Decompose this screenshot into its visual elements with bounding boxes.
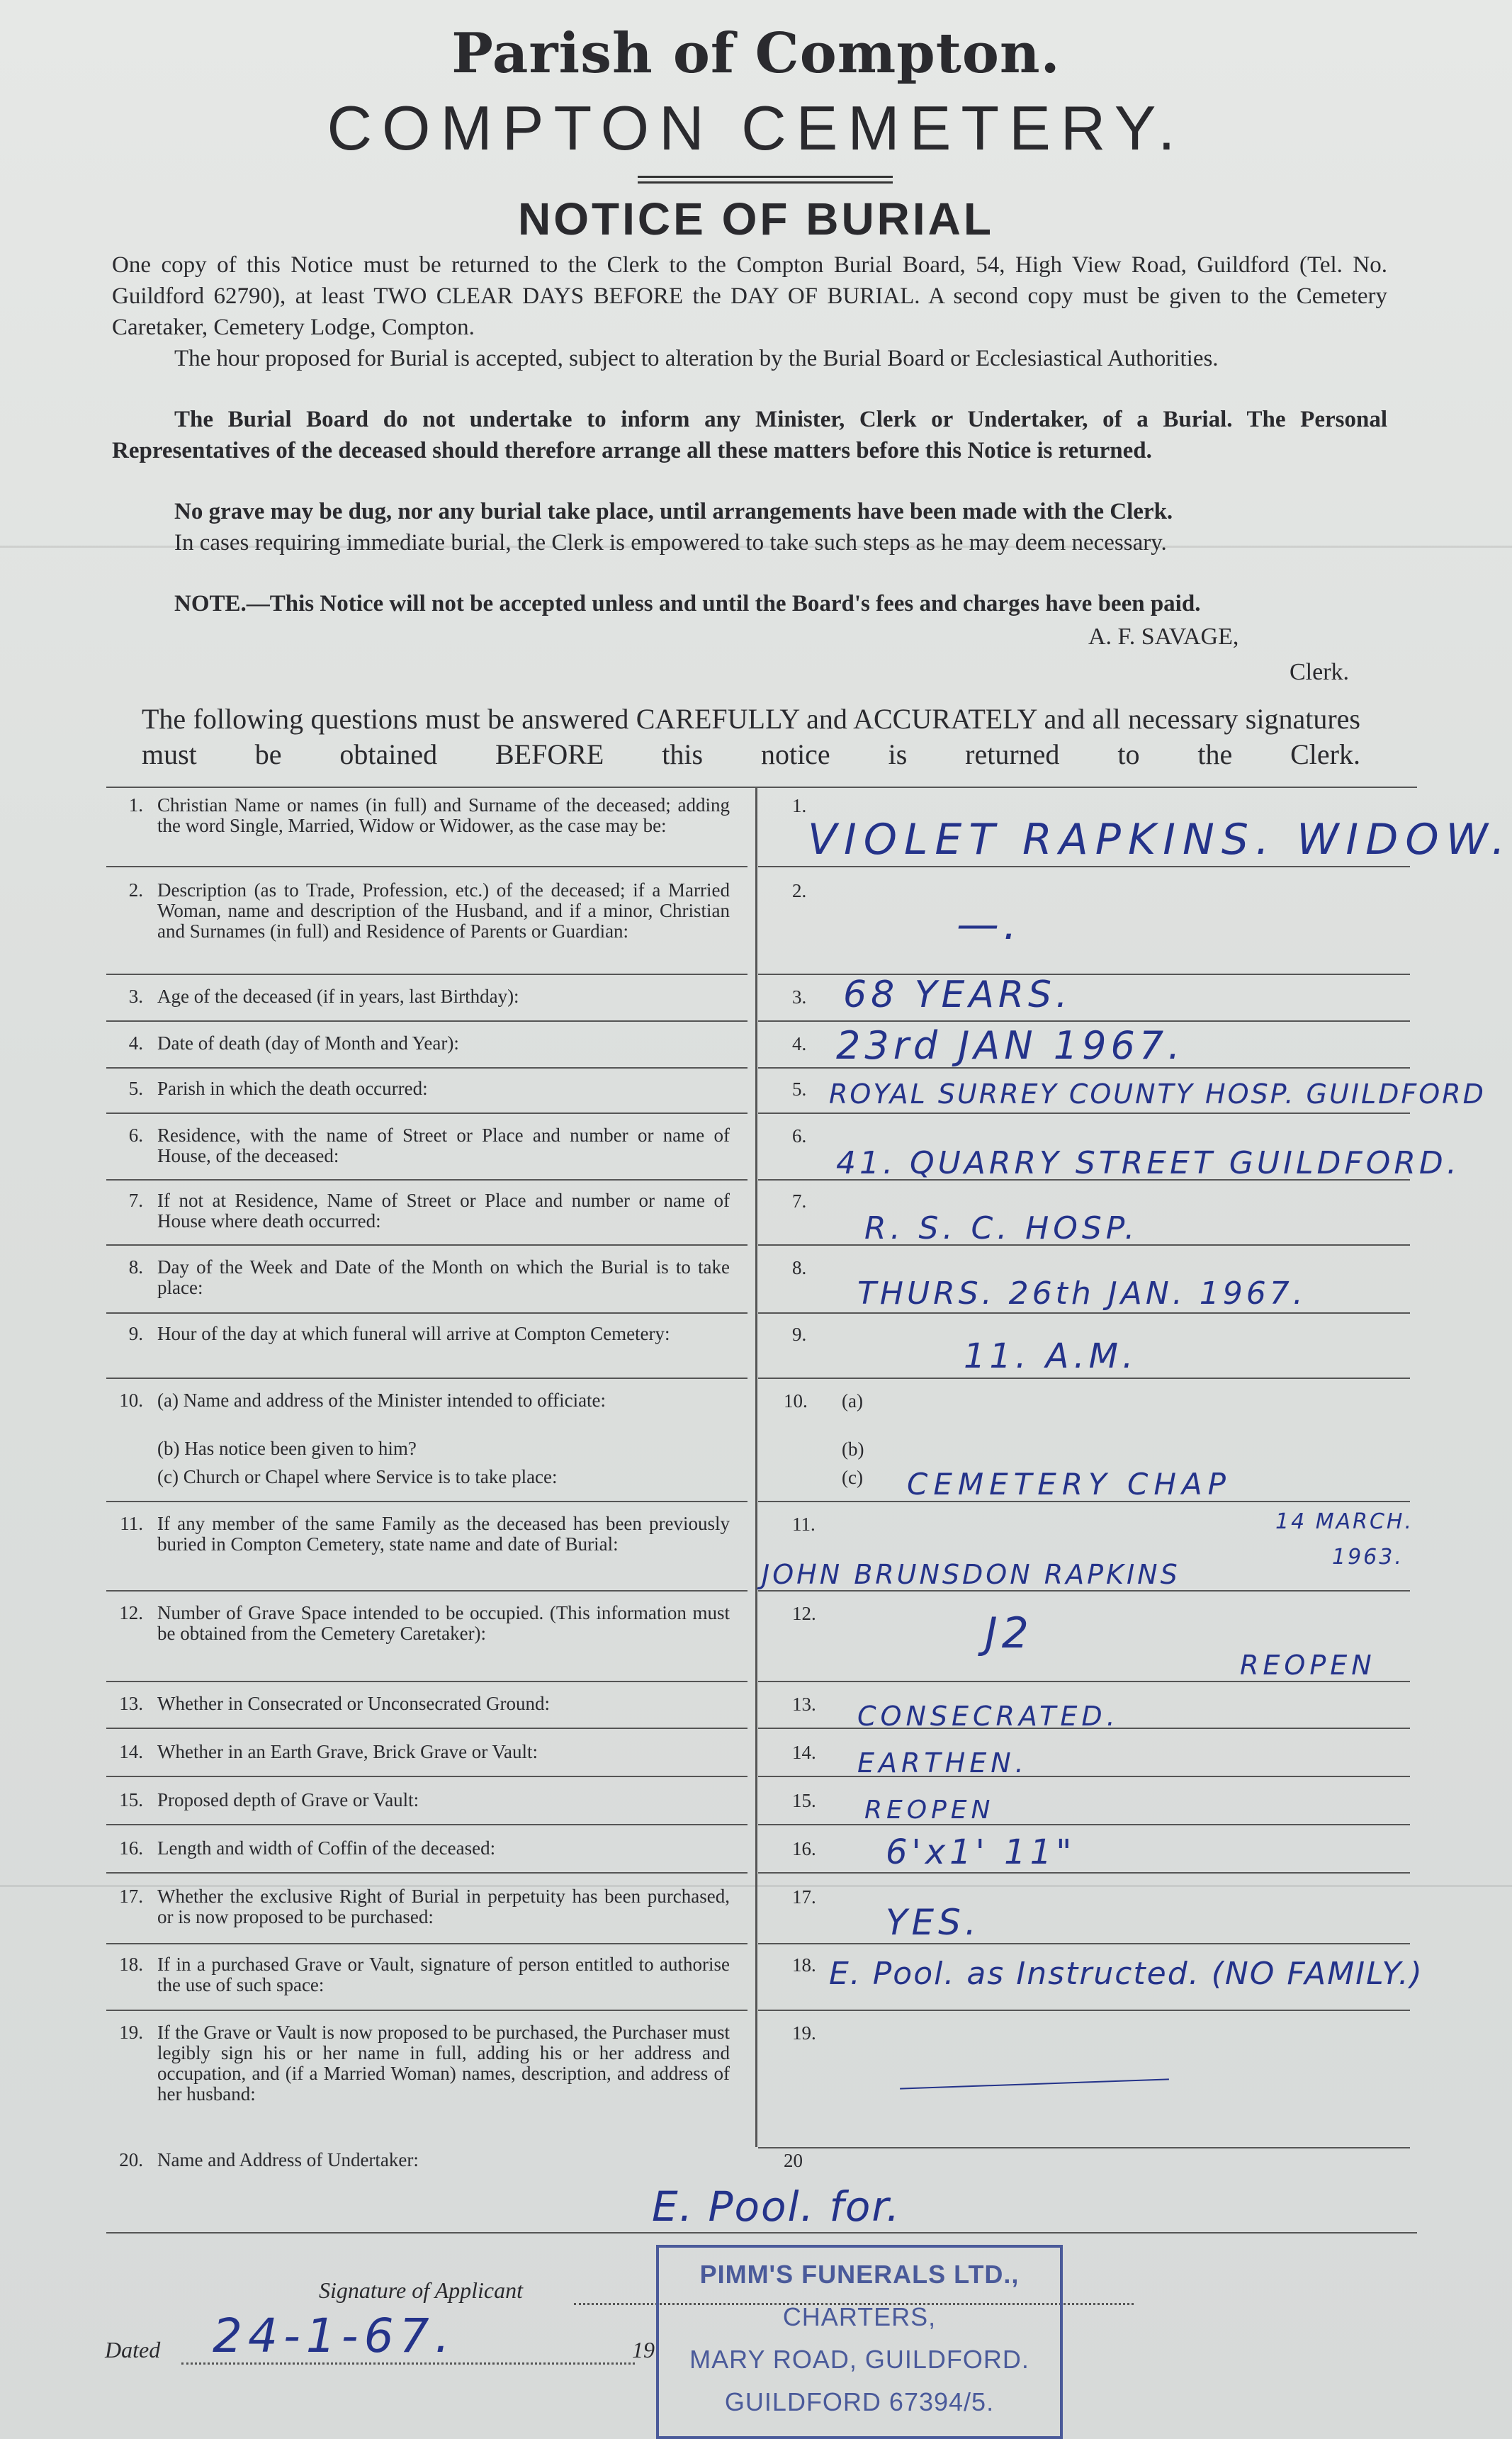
answer-number: 8.: [792, 1257, 807, 1278]
row-rule: [106, 1872, 747, 1874]
answer-rule: [758, 1943, 1410, 1944]
answer-number: 1.: [792, 795, 807, 816]
answer-rule: [758, 1872, 1410, 1874]
answer-5-parish: ROYAL SURREY COUNTY HOSP. GUILDFORD: [829, 1078, 1486, 1110]
stamp-company: PIMM'S FUNERALS LTD.,: [699, 2260, 1020, 2289]
answer-4-date-of-death: 23rd JAN 1967.: [836, 1023, 1185, 1068]
title-divider: [638, 176, 893, 178]
row-rule: [106, 866, 747, 867]
instruction-board: The Burial Board do not undertake to inform any Minister, Clerk or Undertaker, of a Burial. The Personal Representatives of the deceased should therefore arrange all these matters before this Notice is returned.: [112, 407, 1387, 463]
row-rule: [106, 1067, 747, 1069]
answer-rule: [758, 1590, 1410, 1592]
answer-9-hour: 11. A.M.: [964, 1336, 1138, 1376]
dated-label: Dated: [105, 2337, 161, 2362]
answer-number: 20: [784, 2150, 803, 2171]
title-divider: [638, 181, 893, 184]
answer-20-undertaker-signature: E. Pool. for.: [652, 2182, 901, 2231]
answer-15-depth: REOPEN: [864, 1796, 995, 1825]
answer-11-burial-date: 14 MARCH.: [1275, 1509, 1414, 1534]
row-rule: [106, 1378, 747, 1379]
row-rule: [106, 1681, 747, 1682]
answer-rule: [758, 2147, 1410, 2148]
answer-19-dash: [900, 2078, 1169, 2089]
answer-number: 5.: [792, 1078, 807, 1100]
answer-number: 12.: [792, 1603, 816, 1624]
answer-13-ground: CONSECRATED.: [857, 1701, 1119, 1732]
instruction-no-grave: No grave may be dug, nor any burial take place, until arrangements have been made with the Clerk.: [174, 499, 1173, 524]
notice-title: NOTICE OF BURIAL: [518, 193, 994, 244]
row-rule: [106, 1179, 747, 1181]
answer-number: 16.: [792, 1838, 816, 1859]
column-divider: [755, 787, 757, 2147]
answer-rule: [758, 866, 1410, 867]
answer-18-authorised-signature: E. Pool. as Instructed. (NO FAMILY.): [829, 1956, 1423, 1992]
year-prefix: 19: [632, 2337, 655, 2362]
answer-rule: [758, 2010, 1410, 2011]
answer-number: 14.: [792, 1742, 816, 1763]
burial-notice-sheet: Parish of Compton. COMPTON CEMETERY. NOTICE OF BURIAL One copy of this Notice must be returned to the Clerk to the Compton Burial Board, 54, High View Road, Guildford (Tel. No. Guildford 62790), at least TWO CLEAR DAYS BEFORE the DAY OF BURIAL. A second copy must be given to the Cemetery Caretaker, Cemetery Lodge, Compton. The hour proposed for Burial is accepted, subject to alteration by the Burial Board or Ecclesiastical Authorities. The Burial Board do not undertake to inform any Minister, Clerk or Undertaker, of a Burial. The Personal Representatives of the deceased should therefore arrange all these matters before this Notice is returned. No grave may be dug, nor any burial take place, until arrangements have been made with the Clerk. In cases requiring immediate burial, the Clerk is empowered to take such steps as he may deem necessary. NOTE.—This Notice will not be accepted unless and until the Board's fees and charges have been paid. A. F. SAVAGE, Clerk. The following questions must be answered CAREFULLY and ACCURATELY and all necessary signatures must be obtained BEFORE this notice is returned to the Clerk. 1. Christian Name or names (in full) and Surname of the deceased; adding the word Single, Married, Widow or Widower, as the case may be: 2. Description (as to Trade, Profession, etc.) of the deceased; if a Married Woman, name and description of the Husband, and if a minor, Christian and Surnames (in full) and Residence of Parents or Guardian: 3. Age of the deceased (if in years, last Birthday): 4. Date of death (day of Month and Year): 5. Parish in which the death occurred: 6. Residence, with the name of Street or Place and number or name of House, of the deceased: 7. If not at Residence, Name of Street or Place and number or name of House where death occurred: 8. Day of the Week and Date of the Month on which the Burial is to take place: 9. Hour of the day at which funeral will arrive at Compton Cemetery: 10. (a) Name and address of the Minister intended to officiate: (b) Has notice been given to him? (c) Church or Chapel where Service is to take place: 11. If any member of the same Family as the deceased has been previously buried in Compton Cemetery, state name and date of Burial: 12. Number of Grave Space intended to be occupied. (This information must be obtained from the Cemetery Caretaker): 13. Whether in Consecrated or Unconsecrated Ground: 14. Whether in an Earth Grave, Brick Grave or Vault: 15. Proposed depth of Grave or Vault: 16. Length and width of Coffin of the deceased: 17. Whether the exclusive Right of Burial in perpetuity has been purchased, or is now proposed to be purchased: 18. If in a purchased Grave or Vault, signature of person entitled to authorise the use of such space: 19. If the Grave or Vault is now proposed to be purchased, the Purchaser must legibly sign his or her name in full, adding his or her address and occupation, and (if a Married Woman) names, description, and address of her husband: 20. Name and Address of Undertaker: 1. 2. 3. 4. 5. 6. 7. 8. 9. 10. (a) (b) (c) 11. 12. 13. 14. 15. 16. 17. 18. 19. 20 VIOLET RAPKINS. WIDOW. —. 68 YEARS. 23rd JAN 1967. ROYAL SURREY COUNTY HOSP. GUILDFORD 41. QUARRY STREET GUILDFORD. R. S. C. HOSP. THURS. 26th JAN. 1967. 11. A.M. CEMETERY CHAP 14 MARCH. 1963. JOHN BRUNSDON RAPKINS J2 REOPEN CONSECRATED. EARTHEN. REOPEN 6'x1' 11" YES. E. Pool. as Instructed. (NO FAMILY.) E. Pool. for. Signature of Applicant Dated 24-1-67. 19 PIMM'S FUNERALS LTD., CHARTERS, MARY ROAD, GUILDFORD. GUILDFORD 67394/5.: [0, 0, 1512, 2439]
stamp-address: MARY ROAD, GUILDFORD.: [689, 2345, 1029, 2374]
answer-number: 2.: [792, 880, 807, 901]
answer-number: 19.: [792, 2022, 816, 2044]
row-rule: [106, 1590, 747, 1592]
answer-rule: [758, 1776, 1410, 1777]
answer-3-age: 68 YEARS.: [843, 974, 1072, 1016]
row-rule: [106, 1020, 747, 1022]
answer-rule: [758, 1824, 1410, 1825]
answer-number: 7.: [792, 1190, 807, 1212]
answer-rule: [758, 1113, 1410, 1114]
stamp-building: CHARTERS,: [782, 2302, 937, 2331]
answer-17-right-of-burial: YES.: [886, 1902, 981, 1943]
answer-rule: [758, 1312, 1410, 1314]
answer-rule: [758, 1681, 1410, 1682]
row-rule: [106, 1728, 747, 1729]
question-1: 1. Christian Name or names (in full) and Surname of the deceased; adding the word Single, Married, Widow or Widower, as the case may be:: [128, 794, 730, 836]
answer-number: 6.: [792, 1125, 807, 1147]
answer-number: 13.: [792, 1694, 816, 1715]
answer-rule: [758, 1378, 1410, 1379]
answer-1-name: VIOLET RAPKINS. WIDOW.: [808, 815, 1512, 864]
answer-number: 10.: [784, 1390, 808, 1412]
answer-14-grave-type: EARTHEN.: [857, 1747, 1028, 1779]
answer-16-coffin-size: 6'x1' 11": [886, 1832, 1076, 1872]
answer-number: 17.: [792, 1886, 816, 1908]
row-rule: [106, 1943, 747, 1944]
row-rule: [106, 2010, 747, 2011]
instruction-fees-note: NOTE.—This Notice will not be accepted unless and until the Board's fees and charges have been paid.: [174, 591, 1201, 616]
answer-12-reopen: REOPEN: [1240, 1650, 1376, 1681]
answer-number: (a): [842, 1390, 863, 1412]
answer-11-family-name: JOHN BRUNSDON RAPKINS: [762, 1559, 1180, 1590]
instruction-immediate: In cases requiring immediate burial, the Clerk is empowered to take such steps as he may deem necessary.: [174, 530, 1167, 556]
table-top-rule: [106, 787, 1417, 788]
row-rule: [106, 1244, 747, 1246]
questions-heading: The following questions must be answered CAREFULLY and ACCURATELY and all necessary signatures must be obtained BEFORE this notice is returned to the Clerk.: [142, 703, 1360, 770]
clerk-name: A. F. SAVAGE,: [1088, 624, 1239, 650]
instruction-return: One copy of this Notice must be returned to the Clerk to the Compton Burial Board, 54, High View Road, Guildford (Tel. No. Guildford 62790), at least TWO CLEAR DAYS BEFORE the DAY OF BURIAL. A second copy must be given to the Cemetery Caretaker, Cemetery Lodge, Compton.: [112, 252, 1387, 340]
row-rule: [106, 1312, 747, 1314]
answer-number: 11.: [792, 1514, 816, 1535]
row-rule: [106, 1776, 747, 1777]
signature-label: Signature of Applicant: [319, 2277, 523, 2303]
table-bottom-rule: [106, 2232, 1417, 2234]
answer-2-dash: —.: [957, 900, 1022, 950]
answer-rule: [758, 1020, 1410, 1022]
parish-title: Parish of Compton.: [451, 21, 1061, 86]
row-rule: [106, 1824, 747, 1825]
undertaker-stamp: [656, 2245, 1063, 2439]
row-rule: [106, 974, 747, 975]
answer-10c-chapel: CEMETERY CHAP: [907, 1467, 1231, 1502]
answer-7-place-of-death: R. S. C. HOSP.: [864, 1210, 1139, 1246]
answer-number: 15.: [792, 1790, 816, 1811]
instruction-hour: The hour proposed for Burial is accepted, subject to alteration by the Burial Board or Ecclesiastical Authorities.: [174, 346, 1219, 371]
dated-value: 24-1-67.: [213, 2309, 456, 2363]
answer-6-residence: 41. QUARRY STREET GUILDFORD.: [836, 1145, 1460, 1181]
row-rule: [106, 1113, 747, 1114]
answer-11-burial-year: 1963.: [1332, 1545, 1404, 1570]
answer-number: 4.: [792, 1033, 807, 1054]
cemetery-title: COMPTON CEMETERY.: [327, 93, 1185, 163]
answer-number: 3.: [792, 986, 807, 1008]
row-rule: [106, 1501, 747, 1502]
answer-number: (c): [842, 1467, 863, 1488]
stamp-phone: GUILDFORD 67394/5.: [724, 2387, 995, 2416]
answer-number: 9.: [792, 1324, 807, 1345]
answer-number: 18.: [792, 1954, 816, 1976]
answer-12-grave-space: J2: [985, 1609, 1033, 1658]
answer-8-burial-date: THURS. 26th JAN. 1967.: [857, 1275, 1307, 1312]
answer-number: (b): [842, 1438, 864, 1460]
clerk-title: Clerk.: [1290, 659, 1350, 685]
